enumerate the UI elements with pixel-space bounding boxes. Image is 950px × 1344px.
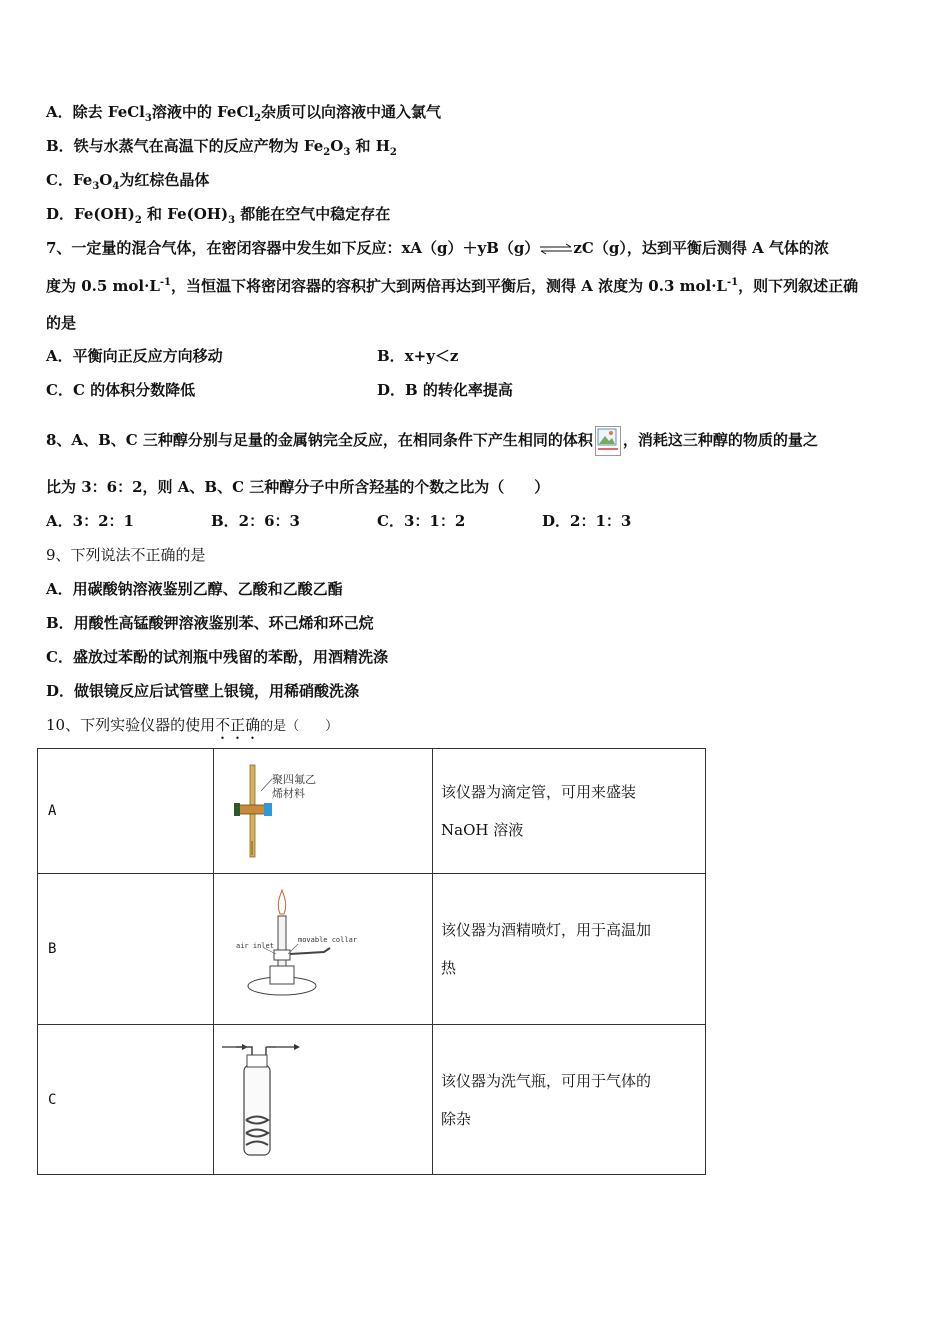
q7-stem-line1: 7、一定量的混合气体，在密闭容器中发生如下反应：xA（g）＋yB（g） zC（g），达到平衡后测得 A 气体的浓 bbox=[46, 239, 829, 257]
burette-image bbox=[214, 749, 433, 874]
q8-stem-line2: 比为 3：6：2，则 A、B、C 三种醇分子中所含羟基的个数之比为（ ） bbox=[46, 478, 550, 496]
q8-option-a: A．3：2：1 bbox=[46, 512, 134, 530]
q9-option-d: D．做银镜反应后试管壁上银镜，用稀硝酸洗涤 bbox=[46, 682, 360, 700]
q7-stem-line3: 的是 bbox=[46, 314, 77, 332]
q6-option-d: D．$Fe(OH)_2$ 和 $Fe(OH)_3$ 都能在空气中稳定存在 bbox=[46, 205, 391, 226]
q6-option-b: B．铁与水蒸气在高温下的反应产物为 $Fe_2O_3$ 和 $H_2$ bbox=[46, 137, 397, 158]
q8-option-c: C．3：1：2 bbox=[377, 512, 466, 530]
q7-option-b: B．x+y＜z bbox=[377, 347, 459, 365]
q7-option-c: C．C 的体积分数降低 bbox=[46, 381, 196, 399]
alcohol-blast-burner-image bbox=[214, 874, 433, 1025]
svg-text:烯材料: 烯材料 bbox=[272, 787, 305, 800]
q9-stem: 9、下列说法不正确的是 bbox=[46, 546, 206, 564]
broken-image-icon bbox=[595, 426, 621, 456]
row-label: C bbox=[38, 1025, 214, 1175]
q7-option-d: D．B 的转化率提高 bbox=[377, 381, 513, 399]
table-row bbox=[38, 1025, 706, 1175]
table-row bbox=[38, 749, 706, 874]
svg-text:movable collar: movable collar bbox=[298, 936, 358, 944]
q6-option-c: C．$Fe_3O_4$为红棕色晶体 bbox=[46, 171, 210, 192]
q8-stem-line1: 8、A、B、C 三种醇分别与足量的金属钠完全反应，在相同条件下产生相同的体积 ，消耗这三种醇的物质的量之 bbox=[46, 426, 818, 456]
gas-washing-bottle-image bbox=[214, 1025, 433, 1175]
table-row bbox=[38, 874, 706, 1025]
q7-option-a: A．平衡向正反应方向移动 bbox=[46, 347, 223, 365]
row-label: B bbox=[38, 874, 214, 1025]
svg-text:聚四氟乙: 聚四氟乙 bbox=[272, 773, 316, 786]
row-label: A bbox=[38, 749, 214, 874]
row-description: 该仪器为酒精喷灯，用于高温加 热 bbox=[433, 874, 706, 1025]
instrument-table bbox=[37, 748, 706, 1175]
q8-option-d: D．2：1：3 bbox=[542, 512, 632, 530]
row-description: 该仪器为滴定管，可用来盛装 NaOH 溶液 bbox=[433, 749, 706, 874]
q7-stem-line2: 度为 0.5 $mol\cdot L^{-1}$，当恒温下将密闭容器的容积扩大到两倍再达到平衡后，测得 A 浓度为 0.3 $mol\cdot L^{-1}$，则下列叙述正确 bbox=[46, 277, 859, 295]
q6-option-a: A．除去 FeCl$_3$溶液中的 FeCl$_2$杂质可以向溶液中通入氯气 bbox=[46, 103, 442, 124]
q8-option-b: B．2：6：3 bbox=[211, 512, 300, 530]
q9-option-b: B．用酸性高锰酸钾溶液鉴别苯、环己烯和环己烷 bbox=[46, 614, 374, 632]
q9-option-a: A．用碳酸钠溶液鉴别乙醇、乙酸和乙酸乙酯 bbox=[46, 580, 343, 598]
svg-text:air inlet: air inlet bbox=[236, 942, 274, 950]
equilibrium-arrow-icon bbox=[539, 243, 573, 255]
row-description: 该仪器为洗气瓶，可用于气体的 除杂 bbox=[433, 1025, 706, 1175]
q10-stem: 10、下列实验仪器的使用不正确的是（ ） bbox=[46, 716, 339, 734]
q9-option-c: C．盛放过苯酚的试剂瓶中残留的苯酚，用酒精洗涤 bbox=[46, 648, 388, 666]
